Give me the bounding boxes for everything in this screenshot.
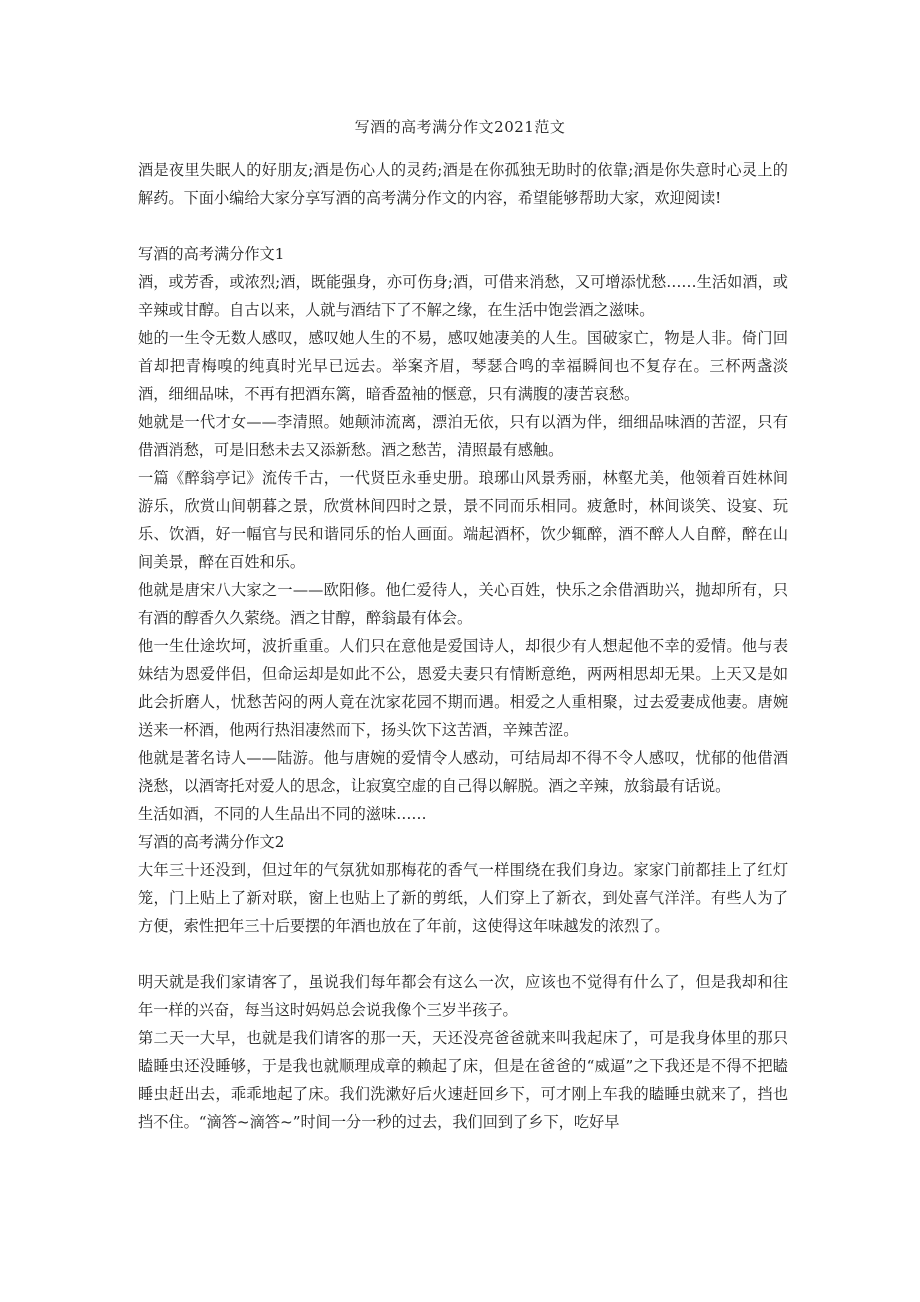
essay-2-paragraph: 大年三十还没到，但过年的气氛犹如那梅花的香气一样围绕在我们身边。家家门前都挂上了红灯笼，门上贴上了新对联，窗上也贴上了新的剪纸，人们穿上了新衣，到处喜气洋洋。有些人为了方便，索性把年三十后要摆的年酒也放在了年前，这使得这年味越发的浓烈了。	[138, 861, 788, 935]
blank-line	[138, 212, 788, 240]
blank-line	[138, 940, 788, 968]
essay-1-paragraph: 他就是著名诗人——陆游。他与唐婉的爱情令人感动，可结局却不得不令人感叹，忧郁的他借酒浇愁，以酒寄托对爱人的思念，让寂寞空虚的自己得以解脱。酒之辛辣，放翁最有话说。	[138, 749, 788, 795]
essay-1-paragraph: 一篇《醉翁亭记》流传千古，一代贤臣永垂史册。琅琊山风景秀丽，林壑尤美，他领着百姓林间游乐，欣赏山间朝暮之景，欣赏林间四时之景，景不同而乐相同。疲惫时，林间谈笑、设宴、玩乐、饮酒，好一幅官与民和谐同乐的怡人画面。端起酒杯，饮少辄醉，酒不醉人人自醉，醉在山间美景，醉在百姓和乐。	[138, 469, 788, 571]
document-body	[138, 156, 788, 1136]
essay-1-heading: 写酒的高考满分作文1	[138, 245, 285, 263]
essay-1-paragraph: 他一生仕途坎坷，波折重重。人们只在意他是爱国诗人，却很少有人想起他不幸的爱情。他与表妹结为恩爱伴侣，但命运却是如此不公，恩爱夫妻只有情断意绝，两两相思却无果。上天又是如此会折磨人，忧愁苦闷的两人竟在沈家花园不期而遇。相爱之人重相聚，过去爱妻成他妻。唐婉送来一杯酒，他两行热泪凄然而下，扬头饮下这苦酒，辛辣苦涩。	[138, 637, 788, 739]
essay-2-paragraph: 明天就是我们家请客了，虽说我们每年都会有这么一次，应该也不觉得有什么了，但是我却和往年一样的兴奋，每当这时妈妈总会说我像个三岁半孩子。	[138, 973, 788, 1019]
document-title: 写酒的高考满分作文2021范文	[354, 118, 566, 136]
intro-paragraph: 酒是夜里失眠人的好朋友;酒是伤心人的灵药;酒是在你孤独无助时的依靠;酒是你失意时心灵上的解药。下面小编给大家分享写酒的高考满分作文的内容，希望能够帮助大家，欢迎阅读!	[138, 161, 788, 207]
essay-2-paragraph: 第二天一大早，也就是我们请客的那一天，天还没亮爸爸就来叫我起床了，可是我身体里的那只瞌睡虫还没睡够，于是我也就顺理成章的赖起了床，但是在爸爸的“威逼”之下我还是不得不把瞌睡虫赶出去，乖乖地起了床。我们洗漱好后火速赶回乡下，可才刚上车我的瞌睡虫就来了，挡也挡不住。“滴答~滴答~”时间一分一秒的过去，我们回到了乡下，吃好早	[138, 1029, 788, 1131]
essay-1-paragraph: 生活如酒，不同的人生品出不同的滋味……	[138, 805, 427, 823]
essay-1-paragraph: 他就是唐宋八大家之一——欧阳修。他仁爱待人，关心百姓，快乐之余借酒助兴，抛却所有，只有酒的醇香久久萦绕。酒之甘醇，醉翁最有体会。	[138, 581, 788, 627]
essay-1-paragraph: 她就是一代才女——李清照。她颠沛流离，漂泊无依，只有以酒为伴，细细品味酒的苦涩，只有借酒消愁，可是旧愁未去又添新愁。酒之愁苦，清照最有感触。	[138, 413, 788, 459]
essay-2-heading: 写酒的高考满分作文2	[138, 833, 285, 851]
essay-1-paragraph: 她的一生令无数人感叹，感叹她人生的不易，感叹她凄美的人生。国破家亡，物是人非。倚门回首却把青梅嗅的纯真时光早已远去。举案齐眉，琴瑟合鸣的幸福瞬间也不复存在。三杯两盏淡酒，细细品味，不再有把酒东篱，暗香盈袖的惬意，只有满腹的凄苦哀愁。	[138, 329, 788, 403]
essay-1-paragraph: 酒，或芳香，或浓烈;酒，既能强身，亦可伤身;酒，可借来消愁，又可增添忧愁……生活如酒，或辛辣或甘醇。自古以来，人就与酒结下了不解之缘，在生活中饱尝酒之滋味。	[138, 273, 788, 319]
